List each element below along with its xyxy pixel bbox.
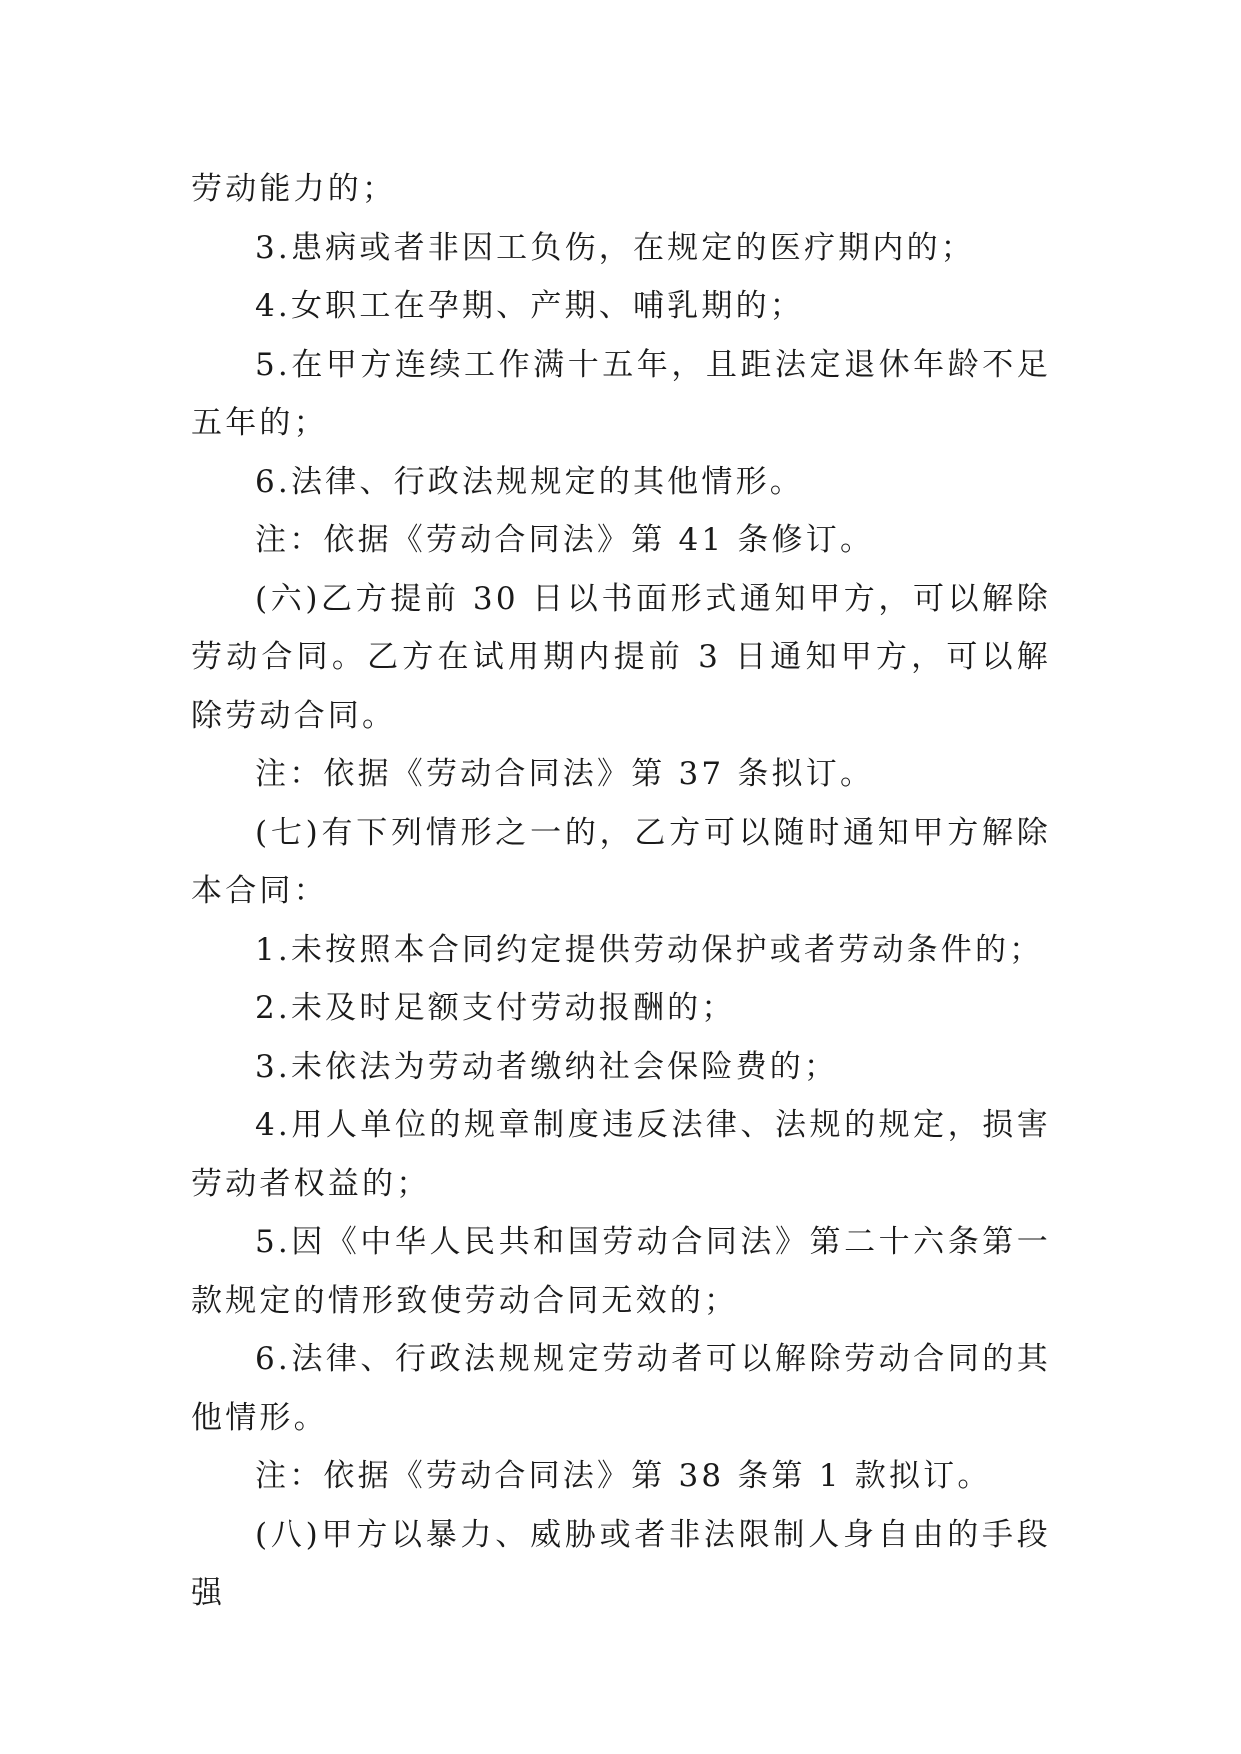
document-body — [191, 160, 1051, 1623]
paragraph: (八)甲方以暴力、威胁或者非法限制人身自由的手段强 — [191, 1516, 1051, 1611]
paragraph: 4.女职工在孕期、产期、哺乳期的； — [255, 288, 804, 324]
paragraph: 4.用人单位的规章制度违反法律、法规的规定，损害劳动者权益的； — [191, 1107, 1051, 1202]
paragraph: (七)有下列情形之一的，乙方可以随时通知甲方解除本合同： — [191, 814, 1051, 909]
paragraph: 2.未及时足额支付劳动报酬的； — [255, 990, 736, 1026]
paragraph: (六)乙方提前 30 日以书面形式通知甲方，可以解除劳动合同。乙方在试用期内提前 3 日通知甲方，可以解除劳动合同。 — [191, 580, 1051, 734]
paragraph: 6.法律、行政法规规定的其他情形。 — [255, 463, 804, 500]
paragraph: 5.因《中华人民共和国劳动合同法》第二十六条第一款规定的情形致使劳动合同无效的； — [191, 1224, 1051, 1319]
paragraph: 3.未依法为劳动者缴纳社会保险费的； — [255, 1048, 839, 1085]
note-paragraph: 注：依据《劳动合同法》第 41 条修订。 — [255, 522, 875, 558]
paragraph: 1.未按照本合同约定提供劳动保护或者劳动条件的； — [255, 931, 1044, 968]
paragraph: 3.患病或者非因工负伤，在规定的医疗期内的； — [255, 229, 975, 266]
paragraph: 5.在甲方连续工作满十五年，且距法定退休年龄不足五年的； — [191, 346, 1051, 441]
note-paragraph: 注：依据《劳动合同法》第 37 条拟订。 — [255, 756, 875, 792]
paragraph: 劳动能力的； — [191, 171, 397, 207]
paragraph: 6.法律、行政法规规定劳动者可以解除劳动合同的其他情形。 — [191, 1341, 1051, 1436]
note-paragraph: 注：依据《劳动合同法》第 38 条第 1 款拟订。 — [255, 1458, 992, 1494]
